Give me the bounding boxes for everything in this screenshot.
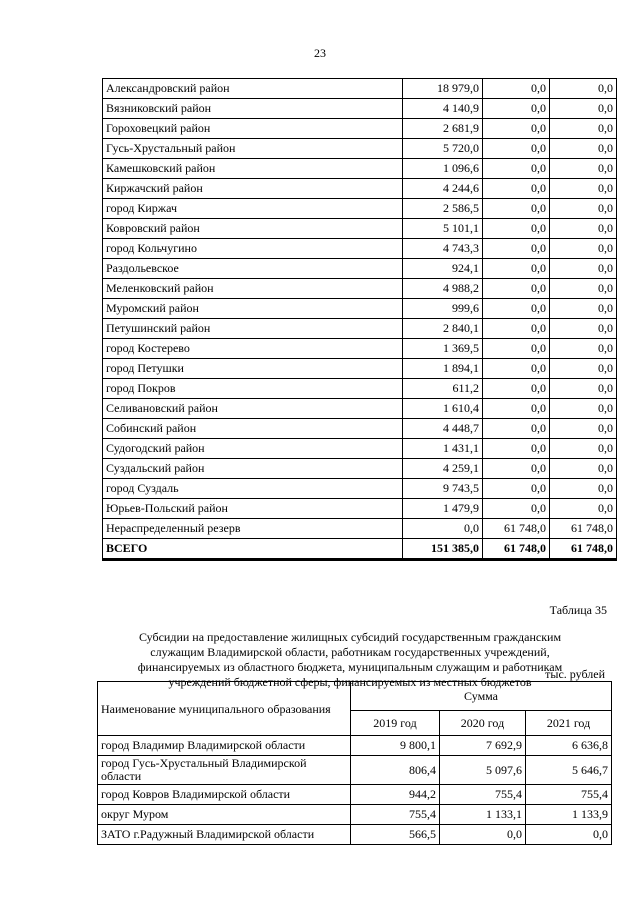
cell-2020: 0,0 (483, 159, 550, 179)
page-number: 23 (314, 46, 326, 60)
table-row (103, 79, 617, 99)
cell-2021: 0,0 (550, 279, 617, 299)
cell-name: Меленковский район (103, 279, 403, 299)
cell-name: Муромский район (103, 299, 403, 319)
cell-name: Гороховецкий район (103, 119, 403, 139)
cell-name: Суздальский район (103, 459, 403, 479)
cell-2021: 0,0 (550, 159, 617, 179)
cell-name: город Петушки (103, 359, 403, 379)
cell-name: Гусь-Хрустальный район (103, 139, 403, 159)
cell-2021: 0,0 (550, 479, 617, 499)
cell-name: город Гусь-Хрустальный Владимирской области (98, 756, 351, 785)
cell-name: город Суздаль (103, 479, 403, 499)
cell-2019: 1 894,1 (403, 359, 483, 379)
cell-2019: 924,1 (403, 259, 483, 279)
table-row (103, 99, 617, 119)
cell-2019: 755,4 (351, 805, 440, 825)
table-row (103, 279, 617, 299)
cell-2020: 61 748,0 (483, 519, 550, 539)
cell-2019: 0,0 (403, 519, 483, 539)
cell-name: Судогодский район (103, 439, 403, 459)
header-sum: Сумма (351, 682, 612, 711)
cell-2021: 0,0 (550, 359, 617, 379)
table-row (103, 119, 617, 139)
cell-2020: 0,0 (483, 99, 550, 119)
cell-2021: 0,0 (550, 199, 617, 219)
table-title-line: учреждений бюджетной сферы, финансируемых из местных бюджетов (168, 675, 532, 689)
cell-2019: 4 743,3 (403, 239, 483, 259)
cell-2021: 0,0 (550, 459, 617, 479)
cell-name: Собинский район (103, 419, 403, 439)
cell-2021: 0,0 (550, 339, 617, 359)
cell-2020: 0,0 (483, 239, 550, 259)
cell-name: Александровский район (103, 79, 403, 99)
district-subsidy-table (102, 78, 617, 561)
cell-name: округ Муром (98, 805, 351, 825)
cell-2021: 0,0 (550, 79, 617, 99)
cell-2019: 1 479,9 (403, 499, 483, 519)
cell-2019: 4 988,2 (403, 279, 483, 299)
cell-name: город Киржач (103, 199, 403, 219)
cell-2020: 1 133,1 (440, 805, 526, 825)
cell-2020: 0,0 (483, 399, 550, 419)
cell-2019: 2 586,5 (403, 199, 483, 219)
cell-name: ВСЕГО (103, 539, 403, 560)
table-row (103, 159, 617, 179)
cell-2021: 755,4 (526, 785, 612, 805)
cell-2019: 4 244,6 (403, 179, 483, 199)
table-title-line: Субсидии на предоставление жилищных субсидий государственным гражданским (138, 630, 562, 644)
cell-2021: 0,0 (550, 179, 617, 199)
cell-2020: 0,0 (483, 419, 550, 439)
cell-name: город Кольчугино (103, 239, 403, 259)
cell-name: Киржачский район (103, 179, 403, 199)
cell-name: город Владимир Владимирской области (98, 736, 351, 756)
cell-name: Раздольевское (103, 259, 403, 279)
cell-2020: 0,0 (483, 499, 550, 519)
cell-2020: 0,0 (483, 219, 550, 239)
cell-2019: 944,2 (351, 785, 440, 805)
cell-2020: 0,0 (483, 479, 550, 499)
table-row (103, 419, 617, 439)
cell-2021: 0,0 (550, 239, 617, 259)
table-row (103, 519, 617, 539)
cell-2021: 61 748,0 (550, 519, 617, 539)
cell-name: Камешковский район (103, 159, 403, 179)
table-row (103, 339, 617, 359)
cell-2020: 5 097,6 (440, 756, 526, 785)
cell-2019: 1 431,1 (403, 439, 483, 459)
cell-2020: 7 692,9 (440, 736, 526, 756)
cell-2019: 999,6 (403, 299, 483, 319)
table-row (98, 785, 612, 805)
table-row (103, 399, 617, 419)
cell-2019: 4 140,9 (403, 99, 483, 119)
cell-2021: 0,0 (550, 419, 617, 439)
table-row (98, 805, 612, 825)
table-row (103, 179, 617, 199)
cell-2021: 0,0 (550, 319, 617, 339)
cell-2020: 0,0 (483, 459, 550, 479)
table-row (98, 756, 612, 785)
cell-2019: 4 448,7 (403, 419, 483, 439)
cell-2021: 0,0 (550, 219, 617, 239)
header-municipality: Наименование муниципального образования (98, 682, 351, 736)
table-row (103, 259, 617, 279)
cell-name: город Покров (103, 379, 403, 399)
table-row (103, 379, 617, 399)
cell-2021: 0,0 (550, 139, 617, 159)
table-title-line: служащим Владимирской области, работникам государственных учреждений, (150, 645, 550, 659)
cell-2021: 0,0 (550, 119, 617, 139)
cell-name: город Ковров Владимирской области (98, 785, 351, 805)
cell-2019: 1 369,5 (403, 339, 483, 359)
header-year-2019: 2019 год (351, 711, 440, 736)
cell-2019: 806,4 (351, 756, 440, 785)
cell-2021: 0,0 (550, 259, 617, 279)
table-row (103, 319, 617, 339)
cell-name: Юрьев-Польский район (103, 499, 403, 519)
table-row (103, 459, 617, 479)
table-row (103, 139, 617, 159)
cell-2021: 0,0 (550, 379, 617, 399)
cell-2021: 0,0 (550, 299, 617, 319)
cell-2019: 9 800,1 (351, 736, 440, 756)
cell-2020: 0,0 (483, 379, 550, 399)
cell-name: Вязниковский район (103, 99, 403, 119)
cell-name: город Костерево (103, 339, 403, 359)
cell-2020: 0,0 (483, 259, 550, 279)
cell-2021: 0,0 (550, 499, 617, 519)
units-label: тыс. рублей (545, 667, 605, 681)
cell-2021: 0,0 (550, 99, 617, 119)
cell-2019: 1 610,4 (403, 399, 483, 419)
table-row (98, 825, 612, 845)
table-row (103, 439, 617, 459)
cell-2020: 0,0 (483, 299, 550, 319)
header-year-2020: 2020 год (440, 711, 526, 736)
cell-2020: 755,4 (440, 785, 526, 805)
cell-2019: 5 720,0 (403, 139, 483, 159)
header-year-2021: 2021 год (526, 711, 612, 736)
cell-name: Ковровский район (103, 219, 403, 239)
cell-2021: 0,0 (550, 399, 617, 419)
cell-2019: 611,2 (403, 379, 483, 399)
cell-2019: 18 979,0 (403, 79, 483, 99)
table-row (98, 736, 612, 756)
cell-2019: 2 840,1 (403, 319, 483, 339)
table-row (103, 499, 617, 519)
cell-name: Петушинский район (103, 319, 403, 339)
cell-2020: 0,0 (483, 339, 550, 359)
cell-2020: 0,0 (483, 139, 550, 159)
cell-2019: 4 259,1 (403, 459, 483, 479)
cell-2021: 0,0 (550, 439, 617, 459)
table-title-line: финансируемых из областного бюджета, муниципальным служащим и работникам (137, 660, 563, 674)
table-row (103, 479, 617, 499)
table-row (103, 299, 617, 319)
cell-name: Нераспределенный резерв (103, 519, 403, 539)
cell-2019: 2 681,9 (403, 119, 483, 139)
cell-2021: 1 133,9 (526, 805, 612, 825)
cell-2021: 0,0 (526, 825, 612, 845)
cell-2020: 0,0 (483, 79, 550, 99)
table-caption: Таблица 35 (549, 603, 607, 617)
cell-2019: 9 743,5 (403, 479, 483, 499)
total-row (103, 539, 617, 560)
cell-2019: 151 385,0 (403, 539, 483, 560)
table-row (103, 239, 617, 259)
cell-2020: 0,0 (440, 825, 526, 845)
table-row (103, 199, 617, 219)
cell-2020: 0,0 (483, 359, 550, 379)
cell-2020: 0,0 (483, 199, 550, 219)
cell-name: ЗАТО г.Радужный Владимирской области (98, 825, 351, 845)
cell-2021: 61 748,0 (550, 539, 617, 560)
cell-2019: 1 096,6 (403, 159, 483, 179)
housing-subsidy-table (97, 681, 612, 845)
cell-2020: 0,0 (483, 439, 550, 459)
cell-2019: 5 101,1 (403, 219, 483, 239)
table-row (103, 359, 617, 379)
cell-2020: 0,0 (483, 279, 550, 299)
cell-2019: 566,5 (351, 825, 440, 845)
cell-2021: 6 636,8 (526, 736, 612, 756)
cell-name: Селивановский район (103, 399, 403, 419)
table-row (103, 219, 617, 239)
cell-2021: 5 646,7 (526, 756, 612, 785)
cell-2020: 0,0 (483, 319, 550, 339)
cell-2020: 61 748,0 (483, 539, 550, 560)
cell-2020: 0,0 (483, 119, 550, 139)
cell-2020: 0,0 (483, 179, 550, 199)
